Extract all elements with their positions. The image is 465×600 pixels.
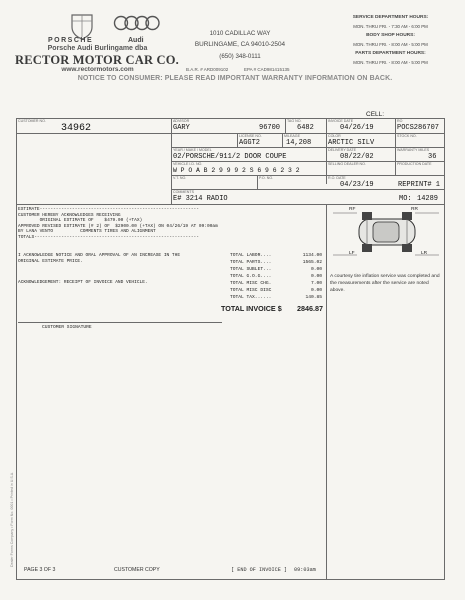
acknowledgement-line: I ACKNOWLEDGE NOTICE AND ORAL APPROVAL OF AN INCREASE IN THE [18, 253, 181, 258]
tire-rr-label: RR [411, 207, 418, 212]
total-label: TOTAL TAX...... [230, 295, 272, 300]
ro-label: RO [397, 119, 403, 123]
estimate-line: CUSTOMER HEREBY ACKNOWLEDGES RECEIVING [18, 212, 121, 218]
page-number: PAGE 3 OF 3 [24, 567, 56, 573]
hours-text: MON. THRU FRI. - 7:30 AM - 6:00 PM [353, 24, 428, 29]
estimate-line: BY LANA VENTO COMMENTS TIRES AND ALIGNMENT [18, 229, 156, 235]
year-make-model-label: YEAR / MAKE / MODEL [173, 148, 212, 152]
mileage: 14,208 [286, 139, 312, 147]
address-street: 1010 CADILLAC WAY [209, 30, 271, 37]
vin-field [171, 161, 326, 175]
invoice-date-label: INVOICE DATE [328, 119, 354, 123]
audi-wordmark: Audi [128, 37, 144, 44]
side-print: Dealer Forms Company • Form No. 0001 • Printed in U.S.A. [10, 471, 14, 567]
customer-no-field [16, 118, 171, 186]
advisor-number: 96700 [259, 124, 281, 132]
delivery-date: 08/22/02 [340, 153, 374, 161]
ro-date-field [326, 175, 395, 189]
estimate-line: ESTIMATE----------------------------------------------------------- [18, 207, 199, 212]
warranty-miles: 36 [428, 153, 437, 161]
acknowledgement-block [18, 253, 233, 264]
production-date-field [395, 161, 445, 175]
total-label: TOTAL G.O.G.... [230, 274, 272, 279]
year-make-model: 02/PORSCHE/911/2 DOOR COUPE [173, 153, 287, 161]
hours-block [328, 15, 453, 69]
estimate-line: TOTALS------------------------------------------------------------- [18, 234, 199, 240]
total-invoice-value: 2846.87 [297, 304, 323, 313]
comments: E# 3214 RADIO [173, 195, 228, 203]
porsche-logo [48, 13, 118, 45]
tag-number: 6482 [297, 124, 314, 132]
year-make-model-field [171, 147, 326, 161]
total-value: 7.00 [310, 281, 322, 286]
vt-field [171, 175, 257, 189]
total-value: 140.85 [305, 295, 322, 300]
advisor-label: ADVISOR [173, 119, 190, 123]
bar-number: B.A.R. # ARD009102 [186, 67, 229, 72]
invoice-date: 04/26/19 [340, 124, 374, 132]
delivery-date-field [326, 147, 395, 161]
po-label: P.O. NO. [259, 176, 274, 180]
print-time: 09:03am [294, 567, 316, 573]
advisor-name: GARY [173, 124, 190, 132]
ro-date: 04/23/19 [340, 181, 374, 189]
vt-label: V.T. NO. [173, 176, 187, 180]
ro-field [395, 118, 445, 133]
dealer-subtitle: Porsche Audi Burlingame dba [47, 45, 148, 52]
totals-block [230, 253, 326, 333]
license-label: LICENSE NO. [239, 134, 262, 138]
selling-dealer-label: SELLING DEALER NO. [328, 162, 366, 166]
customer-signature-label: CUSTOMER SIGNATURE [42, 325, 92, 330]
tire-lr-label: LR [421, 251, 428, 256]
total-label: TOTAL SUBLET... [230, 267, 272, 272]
hours-title: PARTS DEPARTMENT HOURS: [355, 51, 426, 56]
customer-copy-label: CUSTOMER COPY [114, 567, 160, 573]
license-field [237, 133, 282, 147]
license-number: AGGT2 [239, 139, 261, 147]
tag-field [285, 118, 326, 133]
epa-number: EPA # CAD981415135 [244, 67, 290, 72]
estimate-line: ORIGINAL ESTIMATE OF $479.00 (+TAX) [18, 218, 143, 224]
tire-lf-label: LF [349, 251, 355, 256]
color-label: COLOR [328, 134, 341, 138]
cell-label: CELL: [366, 111, 385, 118]
hours-text: MON. THRU FRI. - 8:00 AM - 5:00 PM [353, 42, 428, 47]
comments-label: COMMENTS [173, 190, 194, 194]
total-label: TOTAL MISC DISC [230, 288, 272, 293]
hours-title: BODY SHOP HOURS: [366, 33, 415, 38]
ro-number: POCS286707 [397, 124, 440, 132]
total-label: TOTAL PARTS.... [230, 260, 272, 265]
color-field [326, 133, 395, 147]
total-value: 0.00 [310, 267, 322, 272]
acknowledgement-line: ORIGINAL ESTIMATE PRICE. [18, 258, 83, 264]
audi-rings-icon [113, 14, 161, 32]
po-field [257, 175, 326, 189]
stock-field [395, 133, 445, 147]
total-invoice-label: TOTAL INVOICE $ [221, 304, 282, 313]
delivery-date-label: DELIVERY DATE [328, 148, 356, 152]
vin-label: VEHICLE I.D. NO. [173, 162, 203, 166]
hours-text: MON. THRU FRI. - 8:00 AM - 5:00 PM [353, 60, 428, 65]
invoice-date-field [326, 118, 395, 133]
warranty-miles-field [395, 147, 445, 161]
mileage-label: MILEAGE [284, 134, 300, 138]
tag-label: TAG NO. [287, 119, 302, 123]
total-label: TOTAL MISC CHG. [230, 281, 272, 286]
tire-service-note: A courtesy tire inflation service was completed and the measurements after the service are noted above. [330, 274, 440, 293]
vehicle-color: ARCTIC SILV [328, 139, 375, 147]
hours-title: SERVICE DEPARTMENT HOURS: [352, 15, 429, 20]
vin: W P O A B 2 9 9 9 2 S 6 9 6 2 3 2 [173, 167, 300, 174]
selling-dealer-field [326, 161, 395, 175]
tire-rf-label: RF [349, 207, 356, 212]
comments-field [171, 189, 445, 204]
end-of-invoice: [ END OF INVOICE ] [231, 567, 288, 573]
warranty-miles-label: WARRANTY MILES [397, 148, 430, 152]
consumer-notice: NOTICE TO CONSUMER: PLEASE READ IMPORTANT WARRANTY INFORMATION ON BACK. [77, 75, 393, 82]
mo-number: 14289 [417, 195, 439, 203]
customer-no-label: CUSTOMER NO. [18, 119, 46, 123]
total-value: 0.00 [310, 288, 322, 293]
production-date-label: PRODUCTION DATE [397, 162, 432, 166]
total-value: 1565.02 [302, 260, 322, 265]
customer-no: 34962 [61, 123, 92, 134]
porsche-wordmark: PORSCHE [48, 37, 94, 44]
dealer-phone: (650) 348-0111 [219, 53, 261, 60]
advisor-field [171, 118, 285, 133]
dealer-name: RECTOR MOTOR CAR CO. [15, 53, 179, 67]
dealer-website: www.rectormotors.com [61, 66, 134, 73]
acknowledgement-receipt: ACKNOWLEDGEMENT: RECEIPT OF INVOICE AND VEHICLE. [18, 280, 148, 285]
estimate-line: APPROVED REVISED ESTIMATE (# 2) OF $2900.00 (+TAX) ON 04/26/19 AT 09:00am [18, 223, 218, 229]
total-value: 1134.00 [302, 253, 322, 258]
total-label: TOTAL LABOR.... [230, 253, 272, 258]
tire-diagram [329, 207, 443, 259]
mo-label: MO: [399, 195, 412, 203]
address-city: BURLINGAME, CA 94010-2504 [194, 41, 286, 48]
reprint-number: REPRINT# 1 [398, 181, 441, 189]
mileage-field [282, 133, 326, 147]
audi-logo [113, 14, 161, 46]
total-value: 0.00 [310, 274, 322, 279]
stock-label: STOCK NO. [397, 134, 417, 138]
ro-date-label: R.O. DATE [328, 176, 346, 180]
estimate-block [18, 207, 324, 241]
